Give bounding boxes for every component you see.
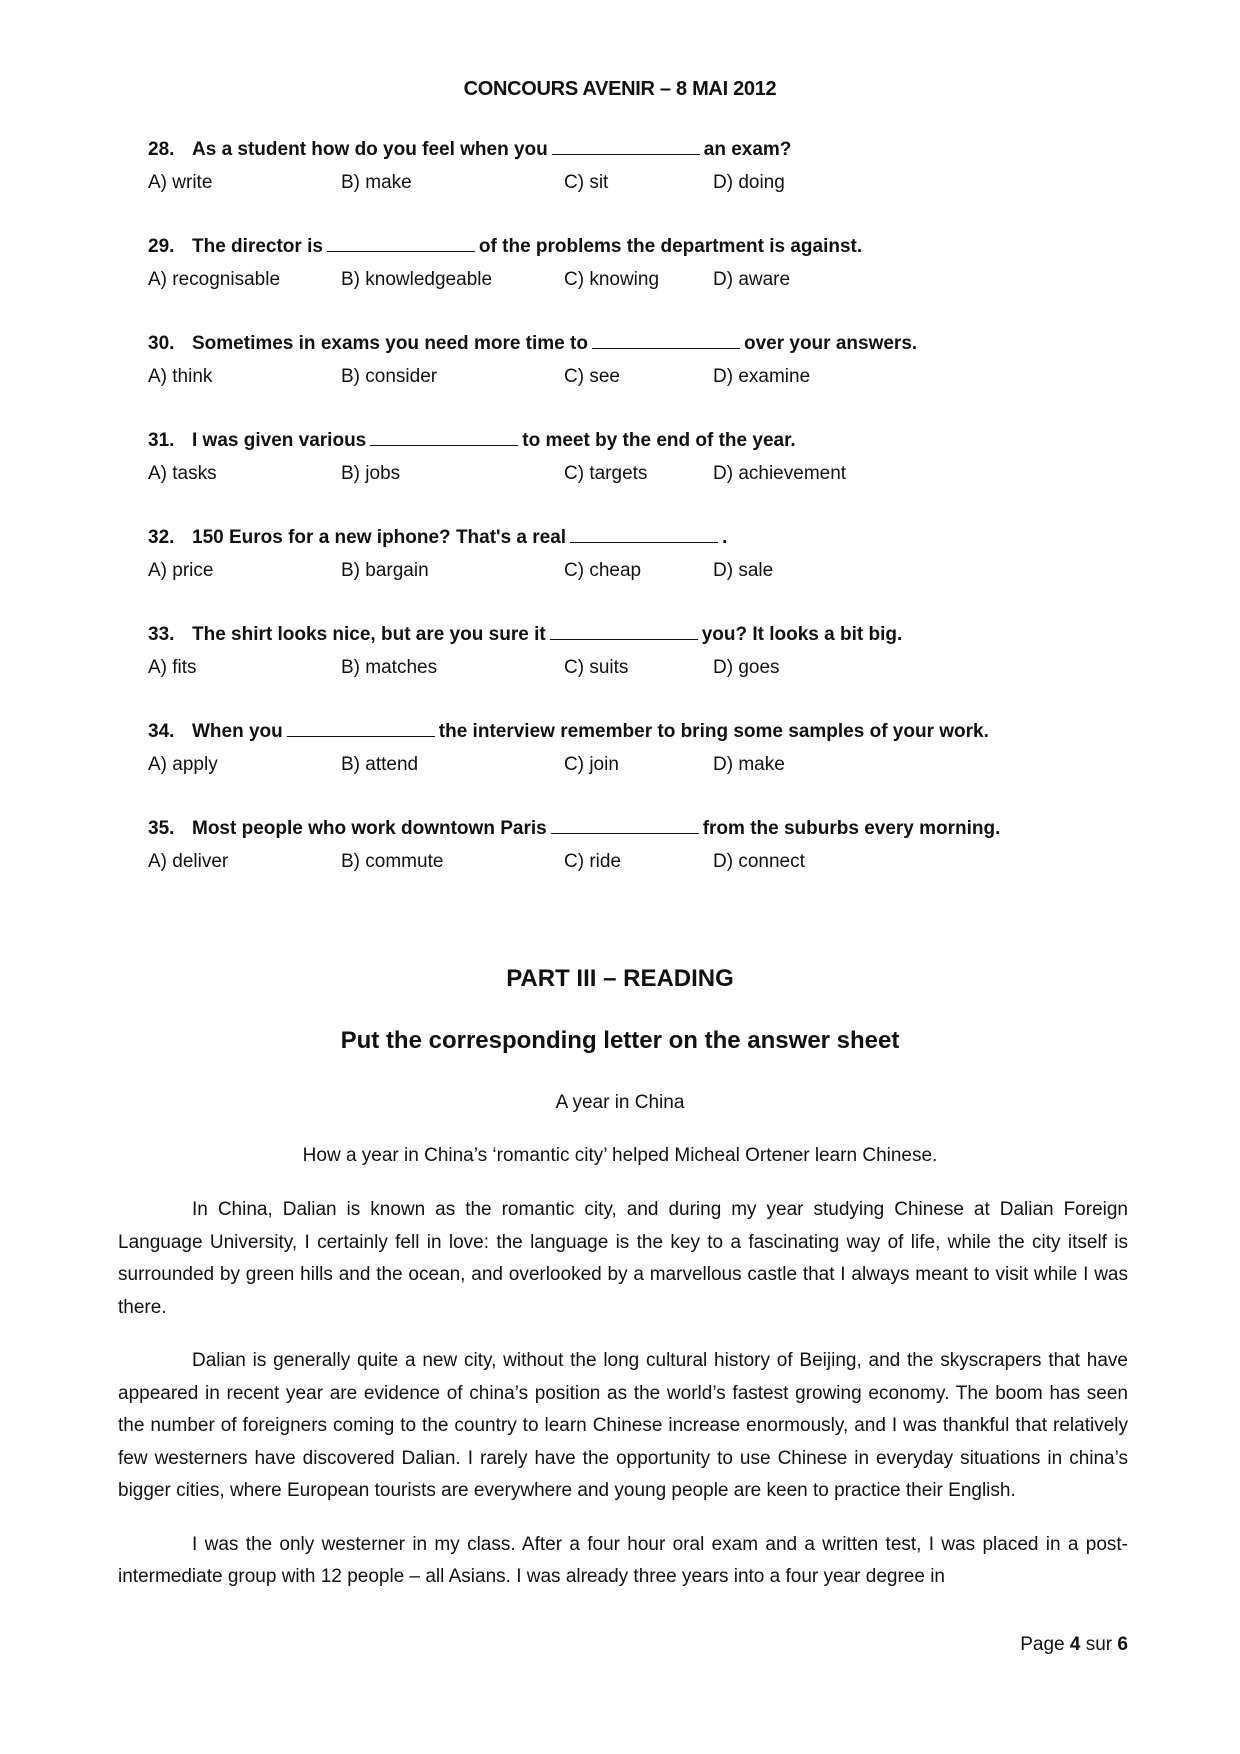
part-instruction: Put the corresponding letter on the answer sheet: [340, 1027, 900, 1054]
option-d: D) achievement: [713, 463, 847, 484]
stem-before: As a student how do you feel when you: [192, 139, 548, 160]
option-b: B) matches: [341, 657, 438, 678]
option-c: C) sit: [564, 172, 609, 193]
stem-after: the interview remember to bring some samples of your work.: [438, 721, 989, 742]
question-28: [148, 136, 1108, 233]
question-33: [148, 621, 1108, 718]
stem-after: an exam?: [703, 139, 792, 160]
options-row: [148, 460, 1108, 488]
option-a: A) apply: [148, 754, 218, 775]
current-page: 4: [1069, 1634, 1081, 1655]
question-34: [148, 718, 1108, 815]
question-stem: [148, 233, 1108, 266]
reading-passage: [118, 1194, 1128, 1615]
passage-paragraph-1: In China, Dalian is known as the romantic city, and during my year studying Chinese at Dalian Foreign Language University, I certainly fell in love: the language is the key to a fascinating way of life, while the city itself is surrounded by green hills and the ocean, and overlooked by a marvellous castle that I always meant to visit while I was there.: [118, 1199, 1128, 1318]
question-stem: [148, 815, 1108, 848]
question-list: [148, 136, 1108, 912]
option-c: C) join: [564, 754, 619, 775]
answer-blank: [551, 815, 699, 834]
passage-paragraph-2: Dalian is generally quite a new city, without the long cultural history of Beijing, and the skyscrapers that have appeared in recent year are evidence of china’s position as the world’s fastest growing economy. The boom has seen the number of foreigners coming to the country to learn Chinese increase enormously, and I was thankful that relatively few westerners have discovered Dalian. I rarely have the opportunity to use Chinese in everyday situations in china’s bigger cities, where European tourists are everywhere and young people are keen to practice their English.: [118, 1350, 1128, 1501]
option-d: D) make: [713, 754, 785, 775]
option-a: A) price: [148, 560, 214, 581]
option-a: A) deliver: [148, 851, 229, 872]
option-c: C) see: [564, 366, 620, 387]
option-b: B) knowledgeable: [341, 269, 493, 290]
answer-blank: [550, 621, 698, 640]
page-prefix: Page: [1020, 1634, 1065, 1655]
option-d: D) connect: [713, 851, 805, 872]
option-a: A) tasks: [148, 463, 217, 484]
stem-before: Most people who work downtown Paris: [192, 818, 547, 839]
question-number: 30.: [148, 333, 175, 354]
option-c: C) cheap: [564, 560, 642, 581]
question-number: 35.: [148, 818, 175, 839]
options-row: [148, 169, 1108, 197]
option-b: B) make: [341, 172, 412, 193]
question-number: 34.: [148, 721, 175, 742]
passage-paragraph-3: I was the only westerner in my class. After a four hour oral exam and a written test, I was placed in a post-intermediate group with 12 people – all Asians. I was already three years into a four year degree in: [118, 1533, 1128, 1587]
option-b: B) attend: [341, 754, 419, 775]
stem-before: When you: [192, 721, 283, 742]
question-number: 29.: [148, 236, 175, 257]
question-stem: [148, 427, 1108, 460]
total-pages: 6: [1117, 1634, 1128, 1655]
answer-blank: [570, 524, 718, 543]
option-d: D) goes: [713, 657, 780, 678]
page-header: CONCOURS AVENIR – 8 MAI 2012: [463, 78, 777, 100]
answer-blank: [327, 233, 475, 252]
options-row: [148, 557, 1108, 585]
options-row: [148, 751, 1108, 779]
option-a: A) recognisable: [148, 269, 281, 290]
passage-title: A year in China: [555, 1092, 685, 1113]
option-b: B) bargain: [341, 560, 429, 581]
question-29: [148, 233, 1108, 330]
stem-before: The director is: [192, 236, 323, 257]
option-c: C) ride: [564, 851, 622, 872]
stem-before: Sometimes in exams you need more time to: [192, 333, 588, 354]
stem-before: The shirt looks nice, but are you sure it: [192, 624, 546, 645]
option-b: B) jobs: [341, 463, 401, 484]
stem-before: 150 Euros for a new iphone? That's a real: [192, 527, 567, 548]
answer-blank: [287, 718, 435, 737]
option-b: B) commute: [341, 851, 444, 872]
page-separator: sur: [1085, 1634, 1113, 1655]
option-d: D) sale: [713, 560, 774, 581]
option-d: D) doing: [713, 172, 785, 193]
option-b: B) consider: [341, 366, 438, 387]
question-number: 33.: [148, 624, 175, 645]
question-31: [148, 427, 1108, 524]
options-row: [148, 848, 1108, 876]
question-number: 31.: [148, 430, 175, 451]
option-d: D) examine: [713, 366, 811, 387]
question-30: [148, 330, 1108, 427]
option-a: A) write: [148, 172, 213, 193]
option-a: A) fits: [148, 657, 197, 678]
stem-before: I was given various: [192, 430, 367, 451]
options-row: [148, 363, 1108, 391]
options-row: [148, 654, 1108, 682]
stem-after: .: [722, 527, 728, 548]
answer-blank: [370, 427, 518, 446]
passage-subtitle: How a year in China’s ‘romantic city’ helped Micheal Ortener learn Chinese.: [302, 1145, 938, 1166]
question-stem: [148, 136, 1108, 169]
stem-after: from the suburbs every morning.: [702, 818, 1001, 839]
option-c: C) knowing: [564, 269, 660, 290]
answer-blank: [552, 136, 700, 155]
question-35: [148, 815, 1108, 912]
question-number: 32.: [148, 527, 175, 548]
answer-blank: [592, 330, 740, 349]
page-number: [1020, 1634, 1128, 1656]
question-stem: [148, 330, 1108, 363]
stem-after: to meet by the end of the year.: [522, 430, 796, 451]
options-row: [148, 266, 1108, 294]
question-stem: [148, 718, 1108, 751]
stem-after: of the problems the department is against.: [478, 236, 863, 257]
stem-after: over your answers.: [743, 333, 918, 354]
option-a: A) think: [148, 366, 213, 387]
question-32: [148, 524, 1108, 621]
question-number: 28.: [148, 139, 175, 160]
question-stem: [148, 621, 1108, 654]
stem-after: you? It looks a bit big.: [701, 624, 903, 645]
option-c: C) targets: [564, 463, 648, 484]
question-stem: [148, 524, 1108, 557]
part-title: PART III – READING: [506, 965, 734, 992]
option-d: D) aware: [713, 269, 791, 290]
option-c: C) suits: [564, 657, 629, 678]
